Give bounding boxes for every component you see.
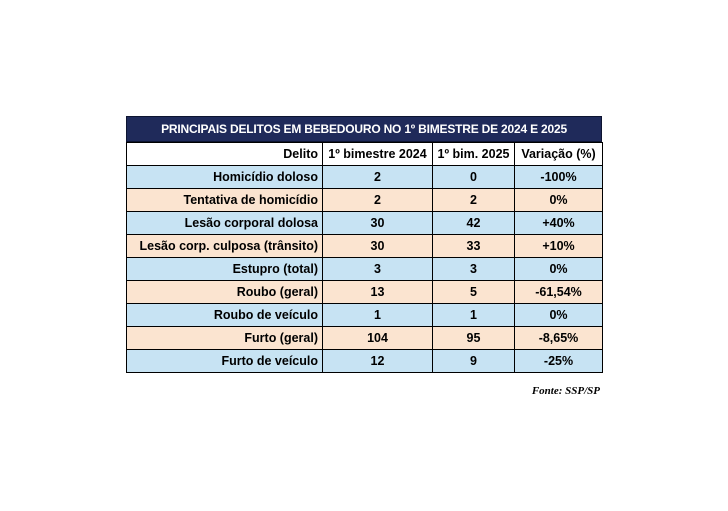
variacao-cell: -100% xyxy=(515,166,603,189)
table-row xyxy=(127,327,603,350)
table-row xyxy=(127,166,603,189)
table-row xyxy=(127,350,603,373)
variacao-cell: 0% xyxy=(515,189,603,212)
header-variacao: Variação (%) xyxy=(515,143,603,166)
variacao-cell: +40% xyxy=(515,212,603,235)
delito-cell: Furto de veículo xyxy=(127,350,323,373)
value-2024-cell: 1 xyxy=(323,304,433,327)
value-2024-cell: 104 xyxy=(323,327,433,350)
value-2025-cell: 95 xyxy=(433,327,515,350)
value-2025-cell: 1 xyxy=(433,304,515,327)
value-2025-cell: 9 xyxy=(433,350,515,373)
table-row xyxy=(127,189,603,212)
delito-cell: Furto (geral) xyxy=(127,327,323,350)
delito-cell: Tentativa de homicídio xyxy=(127,189,323,212)
value-2024-cell: 3 xyxy=(323,258,433,281)
table-row xyxy=(127,235,603,258)
delito-cell: Roubo (geral) xyxy=(127,281,323,304)
header-row xyxy=(127,143,603,166)
value-2024-cell: 2 xyxy=(323,189,433,212)
variacao-cell: 0% xyxy=(515,304,603,327)
value-2024-cell: 30 xyxy=(323,235,433,258)
table-row xyxy=(127,212,603,235)
variacao-cell: -61,54% xyxy=(515,281,603,304)
value-2025-cell: 2 xyxy=(433,189,515,212)
delito-cell: Roubo de veículo xyxy=(127,304,323,327)
table-row xyxy=(127,281,603,304)
value-2025-cell: 3 xyxy=(433,258,515,281)
value-2025-cell: 42 xyxy=(433,212,515,235)
value-2024-cell: 2 xyxy=(323,166,433,189)
delito-cell: Homicídio doloso xyxy=(127,166,323,189)
variacao-cell: +10% xyxy=(515,235,603,258)
header-2024: 1º bimestre 2024 xyxy=(323,143,433,166)
value-2025-cell: 33 xyxy=(433,235,515,258)
value-2024-cell: 30 xyxy=(323,212,433,235)
value-2025-cell: 5 xyxy=(433,281,515,304)
header-2025: 1º bim. 2025 xyxy=(433,143,515,166)
variacao-cell: -8,65% xyxy=(515,327,603,350)
table-row xyxy=(127,304,603,327)
value-2024-cell: 12 xyxy=(323,350,433,373)
delito-cell: Lesão corporal dolosa xyxy=(127,212,323,235)
variacao-cell: -25% xyxy=(515,350,603,373)
delito-cell: Estupro (total) xyxy=(127,258,323,281)
header-delito: Delito xyxy=(127,143,323,166)
crime-table xyxy=(126,116,602,373)
variacao-cell: 0% xyxy=(515,258,603,281)
delito-cell: Lesão corp. culposa (trânsito) xyxy=(127,235,323,258)
value-2024-cell: 13 xyxy=(323,281,433,304)
table-title: PRINCIPAIS DELITOS EM BEBEDOURO NO 1º BIMESTRE DE 2024 E 2025 xyxy=(126,116,602,142)
data-table xyxy=(126,142,603,373)
table-row xyxy=(127,258,603,281)
value-2025-cell: 0 xyxy=(433,166,515,189)
source-note: Fonte: SSP/SP xyxy=(531,385,600,397)
